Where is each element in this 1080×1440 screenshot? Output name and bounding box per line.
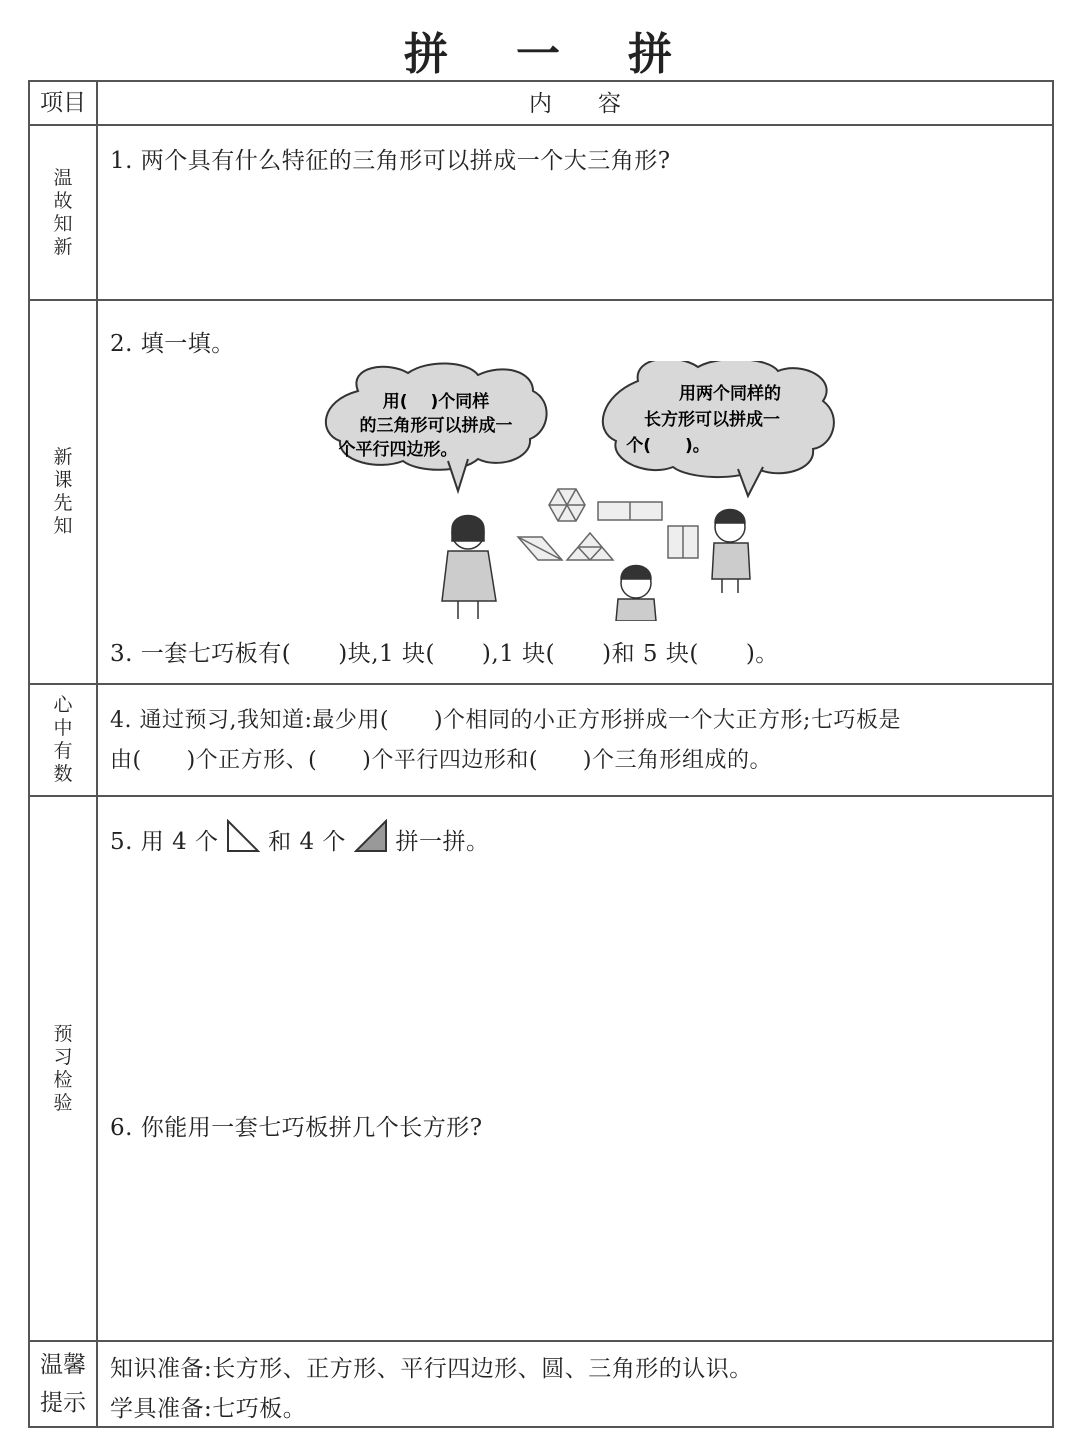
tips-label-line-1: 温馨 <box>40 1352 86 1378</box>
question-5-part-a: 5. 用 4 个 <box>110 829 219 855</box>
tips-knowledge-line: 知识准备:长方形、正方形、平行四边形、圆、三角形的认识。 <box>110 1356 753 1382</box>
bubble-right-line-2: 长方形可以拼成一 <box>644 410 780 430</box>
bubble-right-line-3: 个( )。 <box>626 436 710 456</box>
header-item-label: 项目 <box>40 90 86 116</box>
speech-bubble-right <box>603 361 834 496</box>
illustration <box>318 361 838 621</box>
check-content <box>98 797 1052 1340</box>
vertical-rectangle-shape <box>668 526 698 558</box>
girl-figure <box>442 516 496 620</box>
check-label-cell <box>30 797 98 1340</box>
bubble-left-line-1: 用( )个同样 <box>382 392 490 412</box>
title-char-3: 拼 <box>628 29 676 80</box>
question-5 <box>110 819 490 856</box>
header-row <box>30 82 1052 126</box>
boy-figure-middle <box>616 566 656 622</box>
newlesson-label-cell <box>30 301 98 683</box>
question-5-part-b: 和 4 个 <box>268 829 346 855</box>
question-2: 2. 填一填。 <box>110 331 235 357</box>
question-4-line-1: 4. 通过预习,我知道:最少用( )个相同的小正方形拼成一个大正方形;七巧板是 <box>110 708 901 733</box>
question-3: 3. 一套七巧板有( )块,1 块( ),1 块( )和 5 块( )。 <box>110 641 779 667</box>
header-content-cell <box>98 82 1052 124</box>
mind-content <box>98 685 1052 795</box>
review-label-cell <box>30 126 98 299</box>
newlesson-row <box>30 301 1052 685</box>
rectangle-pair-shape <box>598 502 662 520</box>
tips-label-line-2: 提示 <box>40 1390 86 1416</box>
header-content-label: 内 容 <box>529 91 621 117</box>
white-right-triangle-icon <box>226 819 260 853</box>
gray-right-triangle-icon <box>354 819 388 853</box>
header-item-cell <box>30 82 98 124</box>
speech-bubble-left <box>326 363 547 491</box>
tips-label-cell <box>30 1342 98 1426</box>
question-5-part-c: 拼一拼。 <box>395 829 490 855</box>
question-6: 6. 你能用一套七巧板拼几个长方形? <box>110 1115 483 1141</box>
question-1: 1. 两个具有什么特征的三角形可以拼成一个大三角形? <box>110 148 671 174</box>
tips-content <box>98 1342 1052 1426</box>
newlesson-label: 新课先知 <box>53 446 73 537</box>
mind-label-cell <box>30 685 98 795</box>
parallelogram-shape <box>518 537 562 560</box>
tips-row <box>30 1342 1052 1426</box>
page-title <box>0 18 1080 82</box>
triangle-group-shape <box>567 533 613 560</box>
mind-label: 心中有数 <box>53 694 73 785</box>
worksheet-table <box>28 80 1054 1428</box>
check-label: 预习检验 <box>53 1022 73 1114</box>
title-char-2: 一 <box>516 29 564 80</box>
newlesson-content <box>98 301 1052 683</box>
review-row <box>30 126 1052 301</box>
hexagon-shape <box>549 489 585 521</box>
bubble-right-line-1: 用两个同样的 <box>679 384 781 404</box>
bubble-left-line-2: 的三角形可以拼成一 <box>359 416 513 436</box>
check-row <box>30 797 1052 1342</box>
review-content <box>98 126 1052 299</box>
title-char-1: 拼 <box>404 29 452 80</box>
question-4-line-2: 由( )个正方形、( )个平行四边形和( )个三角形组成的。 <box>110 748 773 773</box>
bubble-left-line-3: 个平行四边形。 <box>338 440 458 460</box>
review-label: 温故知新 <box>53 166 73 258</box>
boy-figure-right <box>712 510 750 594</box>
mind-row <box>30 685 1052 797</box>
tips-tools-line: 学具准备:七巧板。 <box>110 1396 307 1422</box>
